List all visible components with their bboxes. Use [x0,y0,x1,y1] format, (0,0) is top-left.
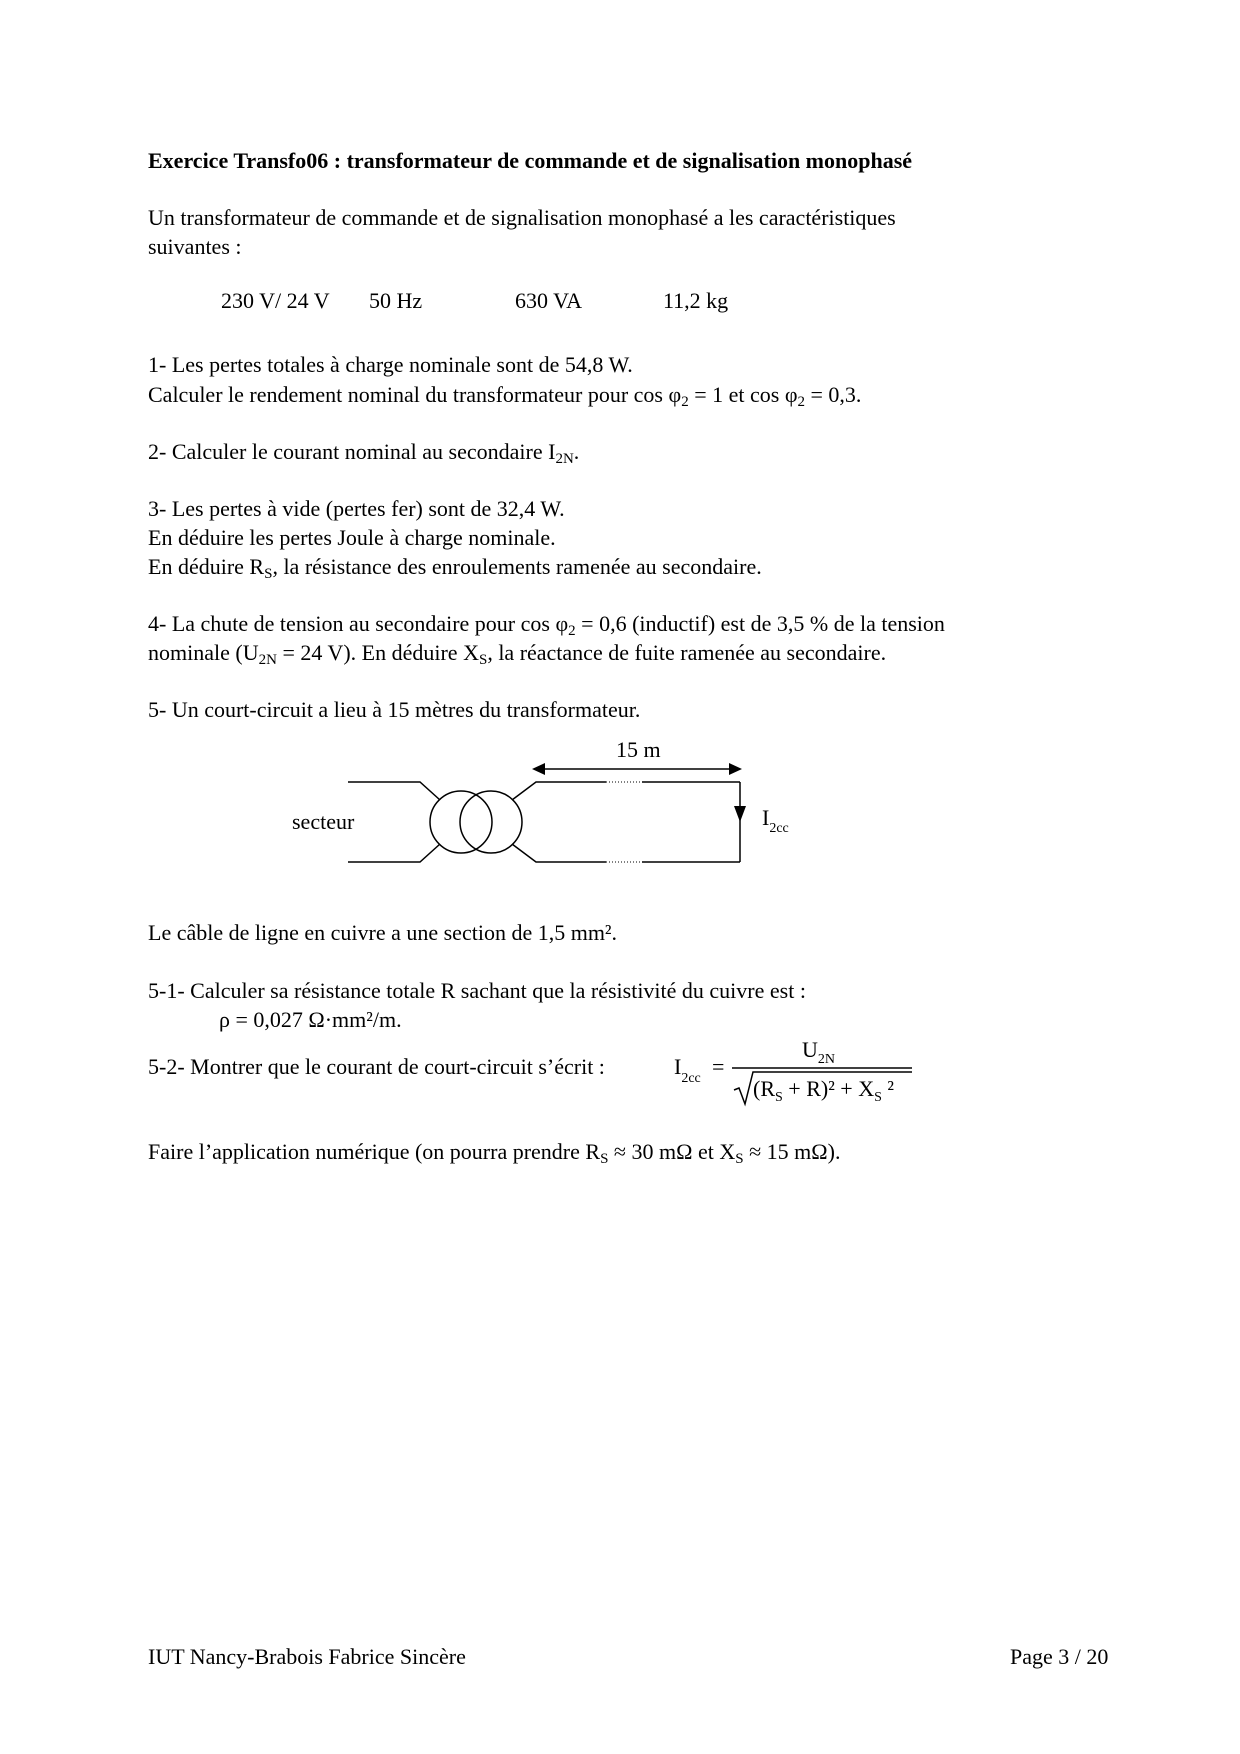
q4-text-d: = 24 V). En déduire X [276,640,479,665]
current-label-sub: 2cc [769,821,789,836]
q5-line-1: 5- Un court-circuit a lieu à 15 mètres du transformateur. [148,697,641,722]
source-label: secteur [292,809,355,834]
cable-line: Le câble de ligne en cuivre a une section de 1,5 mm². [148,920,618,945]
spec-mass: 11,2 kg [663,288,729,313]
q4-text-b: = 0,6 (inductif) est de 3,5 % de la tension [575,611,945,636]
source-wire-bottom [348,844,440,862]
q4-sub: 2 [568,623,576,639]
q1-sub-1: 2 [681,394,689,410]
spec-frequency: 50 Hz [369,288,423,313]
app-text-b: ≈ 30 mΩ et X [608,1139,736,1164]
den-sub-2: S [874,1090,882,1105]
short-circuit-current-arrow [734,806,746,822]
q3-line-1: 3- Les pertes à vide (pertes fer) sont de 32,4 W. [148,496,565,521]
q3-text-b: , la résistance des enroulements ramenée au secondaire. [272,554,762,579]
q1-text-b: = 1 et cos φ [688,382,798,407]
app-text-c: ≈ 15 mΩ). [743,1139,841,1164]
den-sub-1: S [775,1090,783,1105]
line-wire-bottom [512,844,606,862]
intro-line-2: suivantes : [148,234,242,259]
distance-label: 15 m [616,737,661,762]
q1-text-c: = 0,3. [805,382,862,407]
line-wire-top [512,782,606,800]
q2-sub: 2N [555,451,574,467]
current-label [762,805,789,836]
app-sub-2: S [735,1151,744,1167]
formula-lhs [674,1054,701,1086]
q4-text-c: nominale (U [148,640,259,665]
footer-page-number: Page 3 / 20 [1010,1644,1109,1669]
app-sub-1: S [600,1151,609,1167]
current-label-main: I [762,805,770,830]
formula-equals: = [712,1054,725,1079]
q2-text-b: . [573,439,580,464]
distance-arrow-left-head [532,763,545,775]
spec-power: 630 VA [515,288,583,313]
q4-sub-s: S [478,652,488,668]
formula-numerator [802,1037,836,1067]
q1-line-1: 1- Les pertes totales à charge nominale sont de 54,8 W. [148,352,633,377]
formula-lhs-sub: 2cc [681,1071,701,1086]
den-text-a: (R [753,1076,775,1101]
q1-sub-2: 2 [797,394,806,410]
den-text-c: ² [881,1076,895,1101]
distance-arrow-right-head [729,763,742,775]
spec-voltage: 230 V/ 24 V [221,288,330,313]
transformer-primary-coil [430,791,492,853]
q2-text-a: 2- Calculer le courant nominal au secondaire I [148,439,556,464]
formula-num-main: U [802,1037,818,1062]
q1-text-a: Calculer le rendement nominal du transformateur pour cos φ [148,382,682,407]
formula-denominator [753,1076,895,1105]
q4-sub-2n: 2N [258,652,277,668]
q3-sub: S [264,566,273,582]
den-text-b: + R)² + X [782,1076,875,1101]
q51-line-1: 5-1- Calculer sa résistance totale R sachant que la résistivité du cuivre est : [148,978,806,1003]
formula-num-sub: 2N [817,1052,836,1067]
app-text-a: Faire l’application numérique (on pourra prendre R [148,1139,601,1164]
q52-text: 5-2- Montrer que le courant de court-circuit s’écrit : [148,1054,605,1079]
q4-text-a: 4- La chute de tension au secondaire pour cos φ [148,611,569,636]
footer-left: IUT Nancy-Brabois Fabrice Sincère [148,1644,466,1669]
application-line [148,1139,841,1167]
q4-text-e: , la réactance de fuite ramenée au secondaire. [487,640,887,665]
intro-line-1: Un transformateur de commande et de signalisation monophasé a les caractéristiques [148,205,896,230]
formula-lhs-main: I [674,1054,682,1079]
q3-line-2: En déduire les pertes Joule à charge nominale. [148,525,556,550]
q51-line-2: ρ = 0,027 Ω·mm²/m. [219,1007,402,1032]
source-wire-top [348,782,440,800]
exercise-title: Exercice Transfo06 : transformateur de commande et de signalisation monophasé [148,148,913,173]
q3-text-a: En déduire R [148,554,265,579]
